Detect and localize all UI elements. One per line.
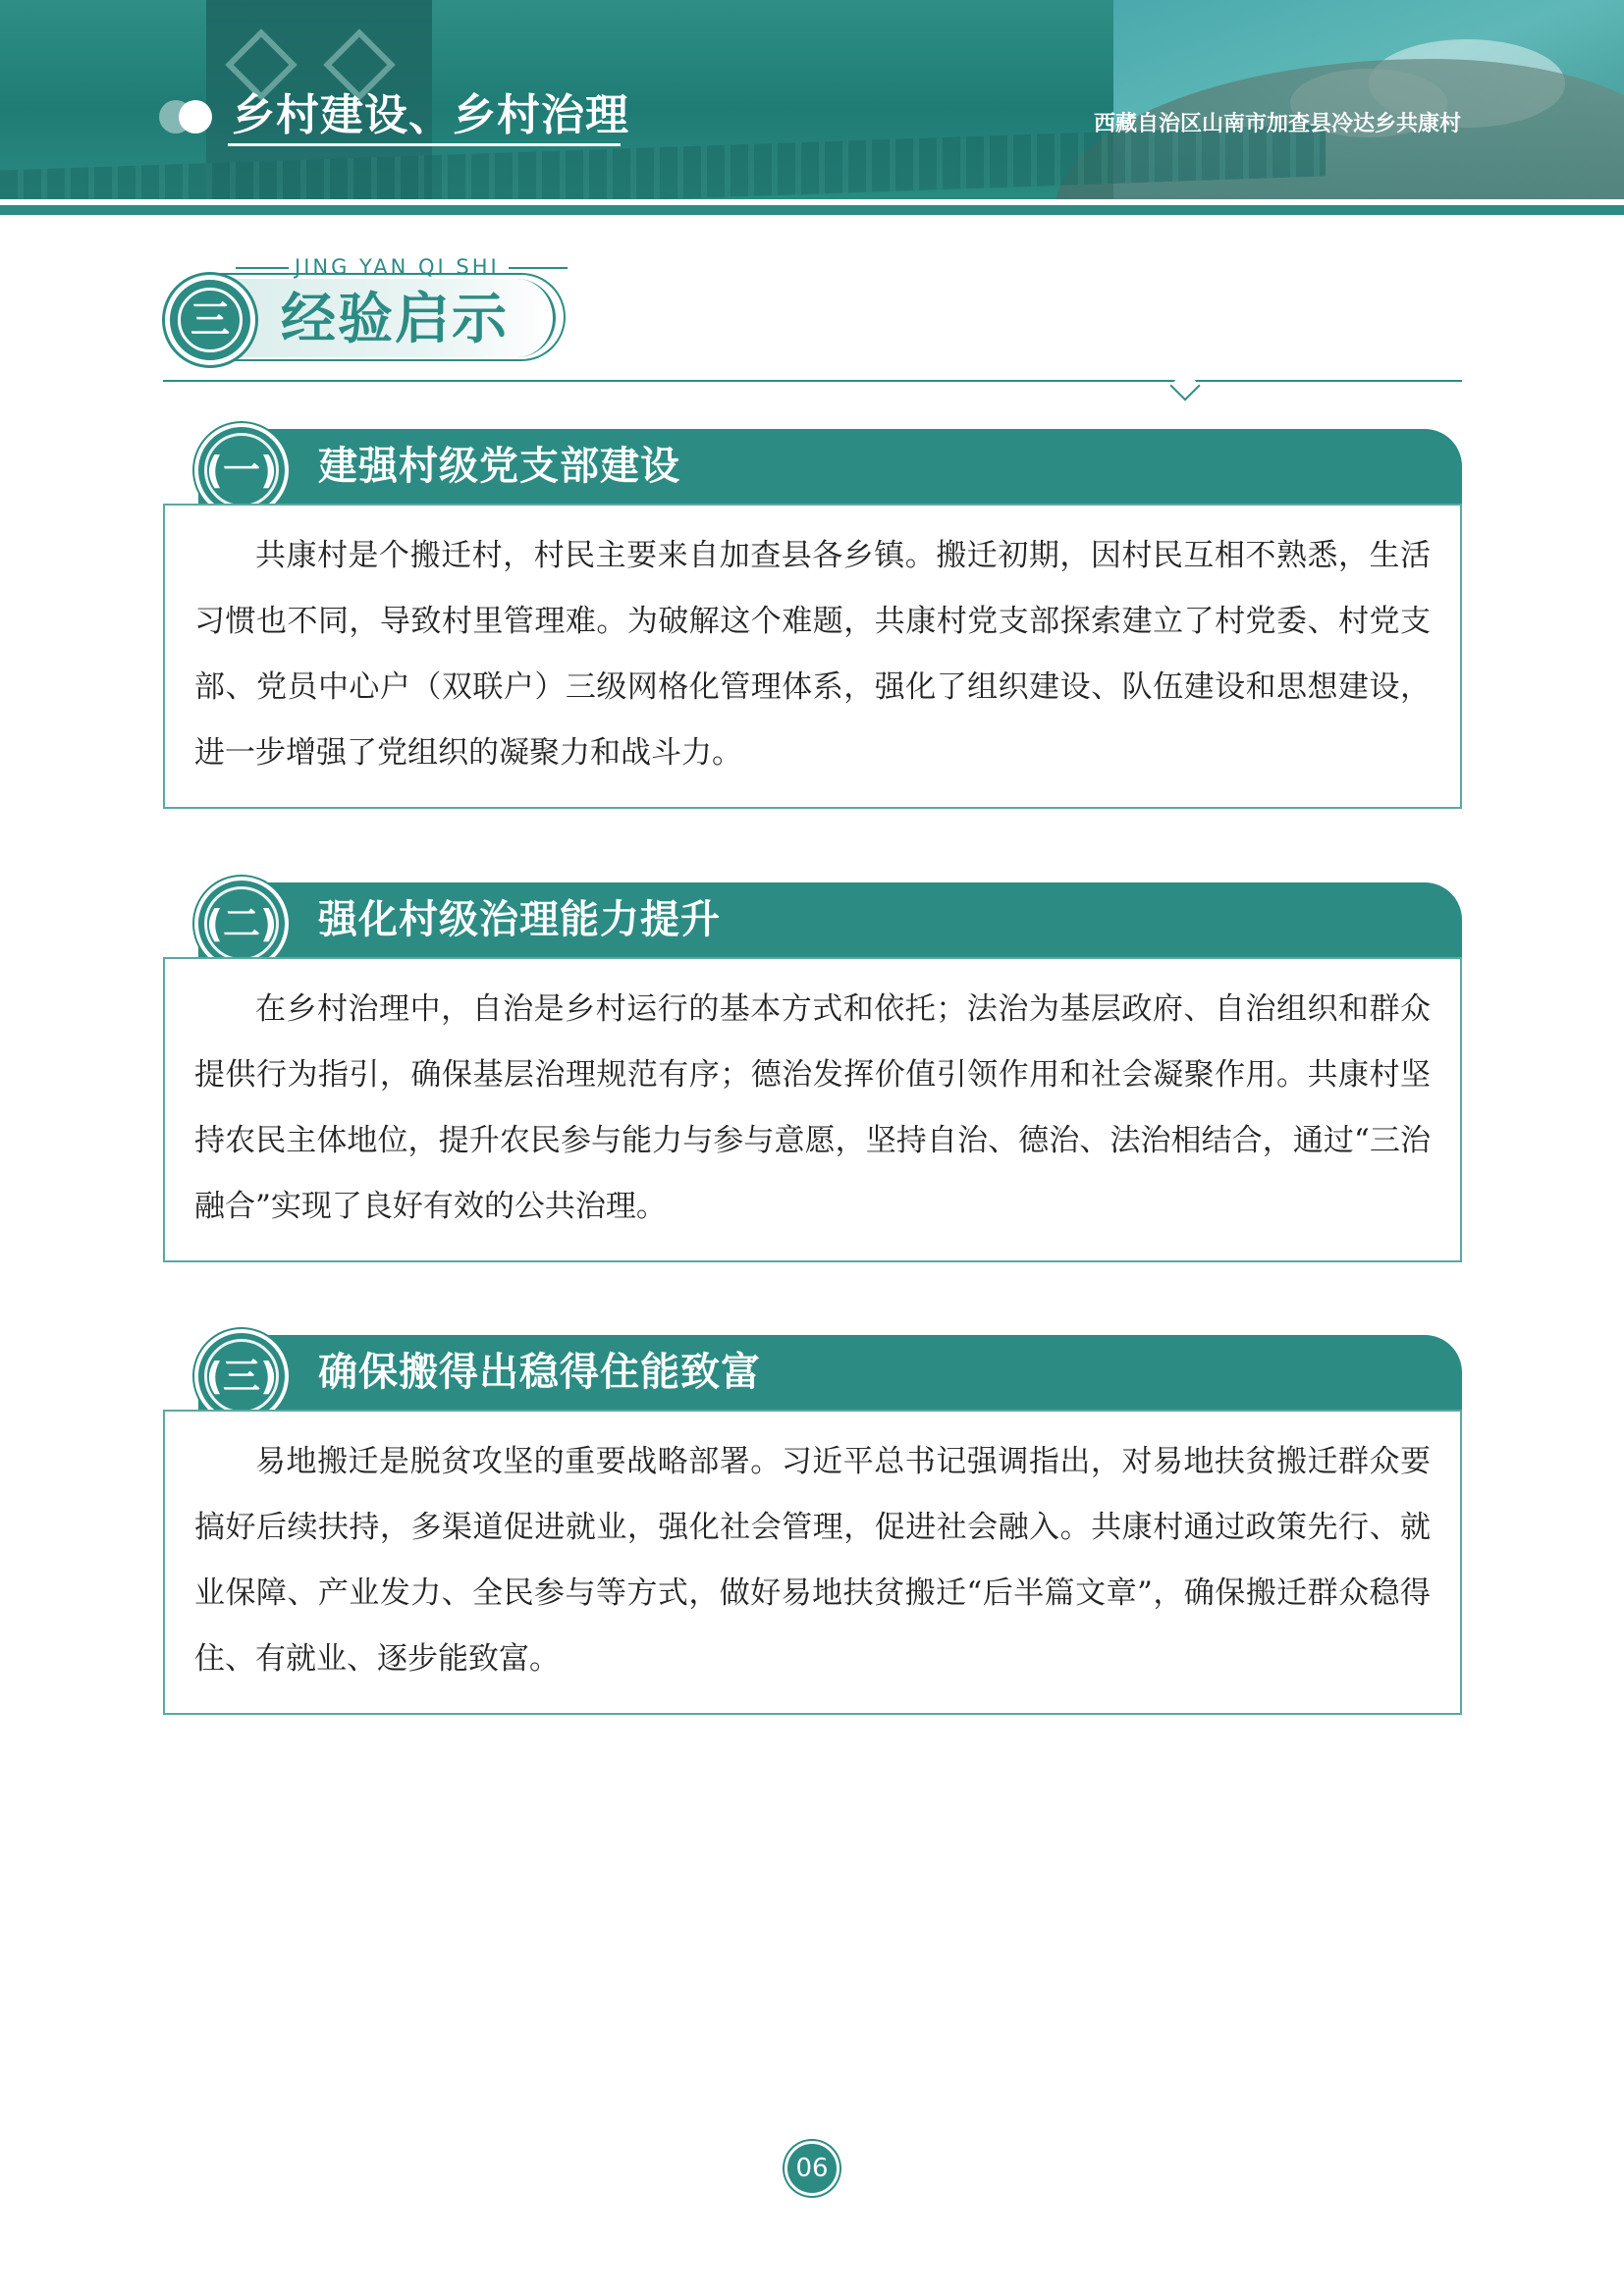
- header-location: 西藏自治区山南市加查县冷达乡共康村: [1093, 112, 1461, 136]
- item-title: 确保搬得出稳得住能致富: [318, 1350, 761, 1395]
- section-pinyin: JING YAN QI SHI: [295, 255, 500, 279]
- header-title: 乡村建设、乡村治理: [232, 90, 629, 140]
- item-body: [163, 1410, 1462, 1715]
- item-paragraph: 在乡村治理中，自治是乡村运行的基本方式和依托；法治为基层政府、自治组织和群众提供行为指引，确保基层治理规范有序；德治发挥价值引领作用和社会凝聚作用。共康村坚持农民主体地位，提升农民参与能力与参与意愿，坚持自治、德治、法治相结合，通过“三治融合”实现了良好有效的公共治理。: [194, 991, 1431, 1224]
- item-body: [163, 957, 1462, 1262]
- section-rule: [163, 380, 1462, 382]
- section-title: 经验启示: [281, 288, 509, 351]
- section-number: 三: [178, 288, 243, 352]
- section-pinyin-line-right: [509, 267, 568, 269]
- item-title: 建强村级党支部建设: [318, 444, 680, 489]
- section-pinyin-line-left: [236, 267, 289, 269]
- header-divider-band: [0, 205, 1624, 215]
- item-card: [163, 882, 1462, 1262]
- section-rule-notch-icon: [1169, 370, 1200, 400]
- item-number: (一): [204, 433, 279, 507]
- item-paragraph: 易地搬迁是脱贫攻坚的重要战略部署。习近平总书记强调指出，对易地扶贫搬迁群众要搞好后续扶持，多渠道促进就业，强化社会管理，促进社会融入。共康村通过政策先行、就业保障、产业发力、全民参与等方式，做好易地扶贫搬迁“后半篇文章”，确保搬迁群众稳得住、有就业、逐步能致富。: [194, 1444, 1431, 1677]
- item-paragraph: 共康村是个搬迁村，村民主要来自加查县各乡镇。搬迁初期，因村民互相不熟悉，生活习惯也不同，导致村里管理难。为破解这个难题，共康村党支部探索建立了村党委、村党支部、党员中心户（双联户）三级网格化管理体系，强化了组织建设、队伍建设和思想建设，进一步增强了党组织的凝聚力和战斗力。: [194, 538, 1431, 771]
- item-number: (二): [204, 886, 279, 961]
- item-body: [163, 504, 1462, 809]
- item-card: [163, 429, 1462, 809]
- header-title-underline: [228, 143, 621, 146]
- header-dots-icon: [159, 100, 222, 133]
- header-banner: [0, 0, 1624, 199]
- section-number-badge: [165, 275, 255, 365]
- item-card: [163, 1335, 1462, 1715]
- page-number: 06: [785, 2141, 839, 2196]
- item-title: 强化村级治理能力提升: [318, 897, 721, 942]
- item-number: (三): [204, 1339, 279, 1414]
